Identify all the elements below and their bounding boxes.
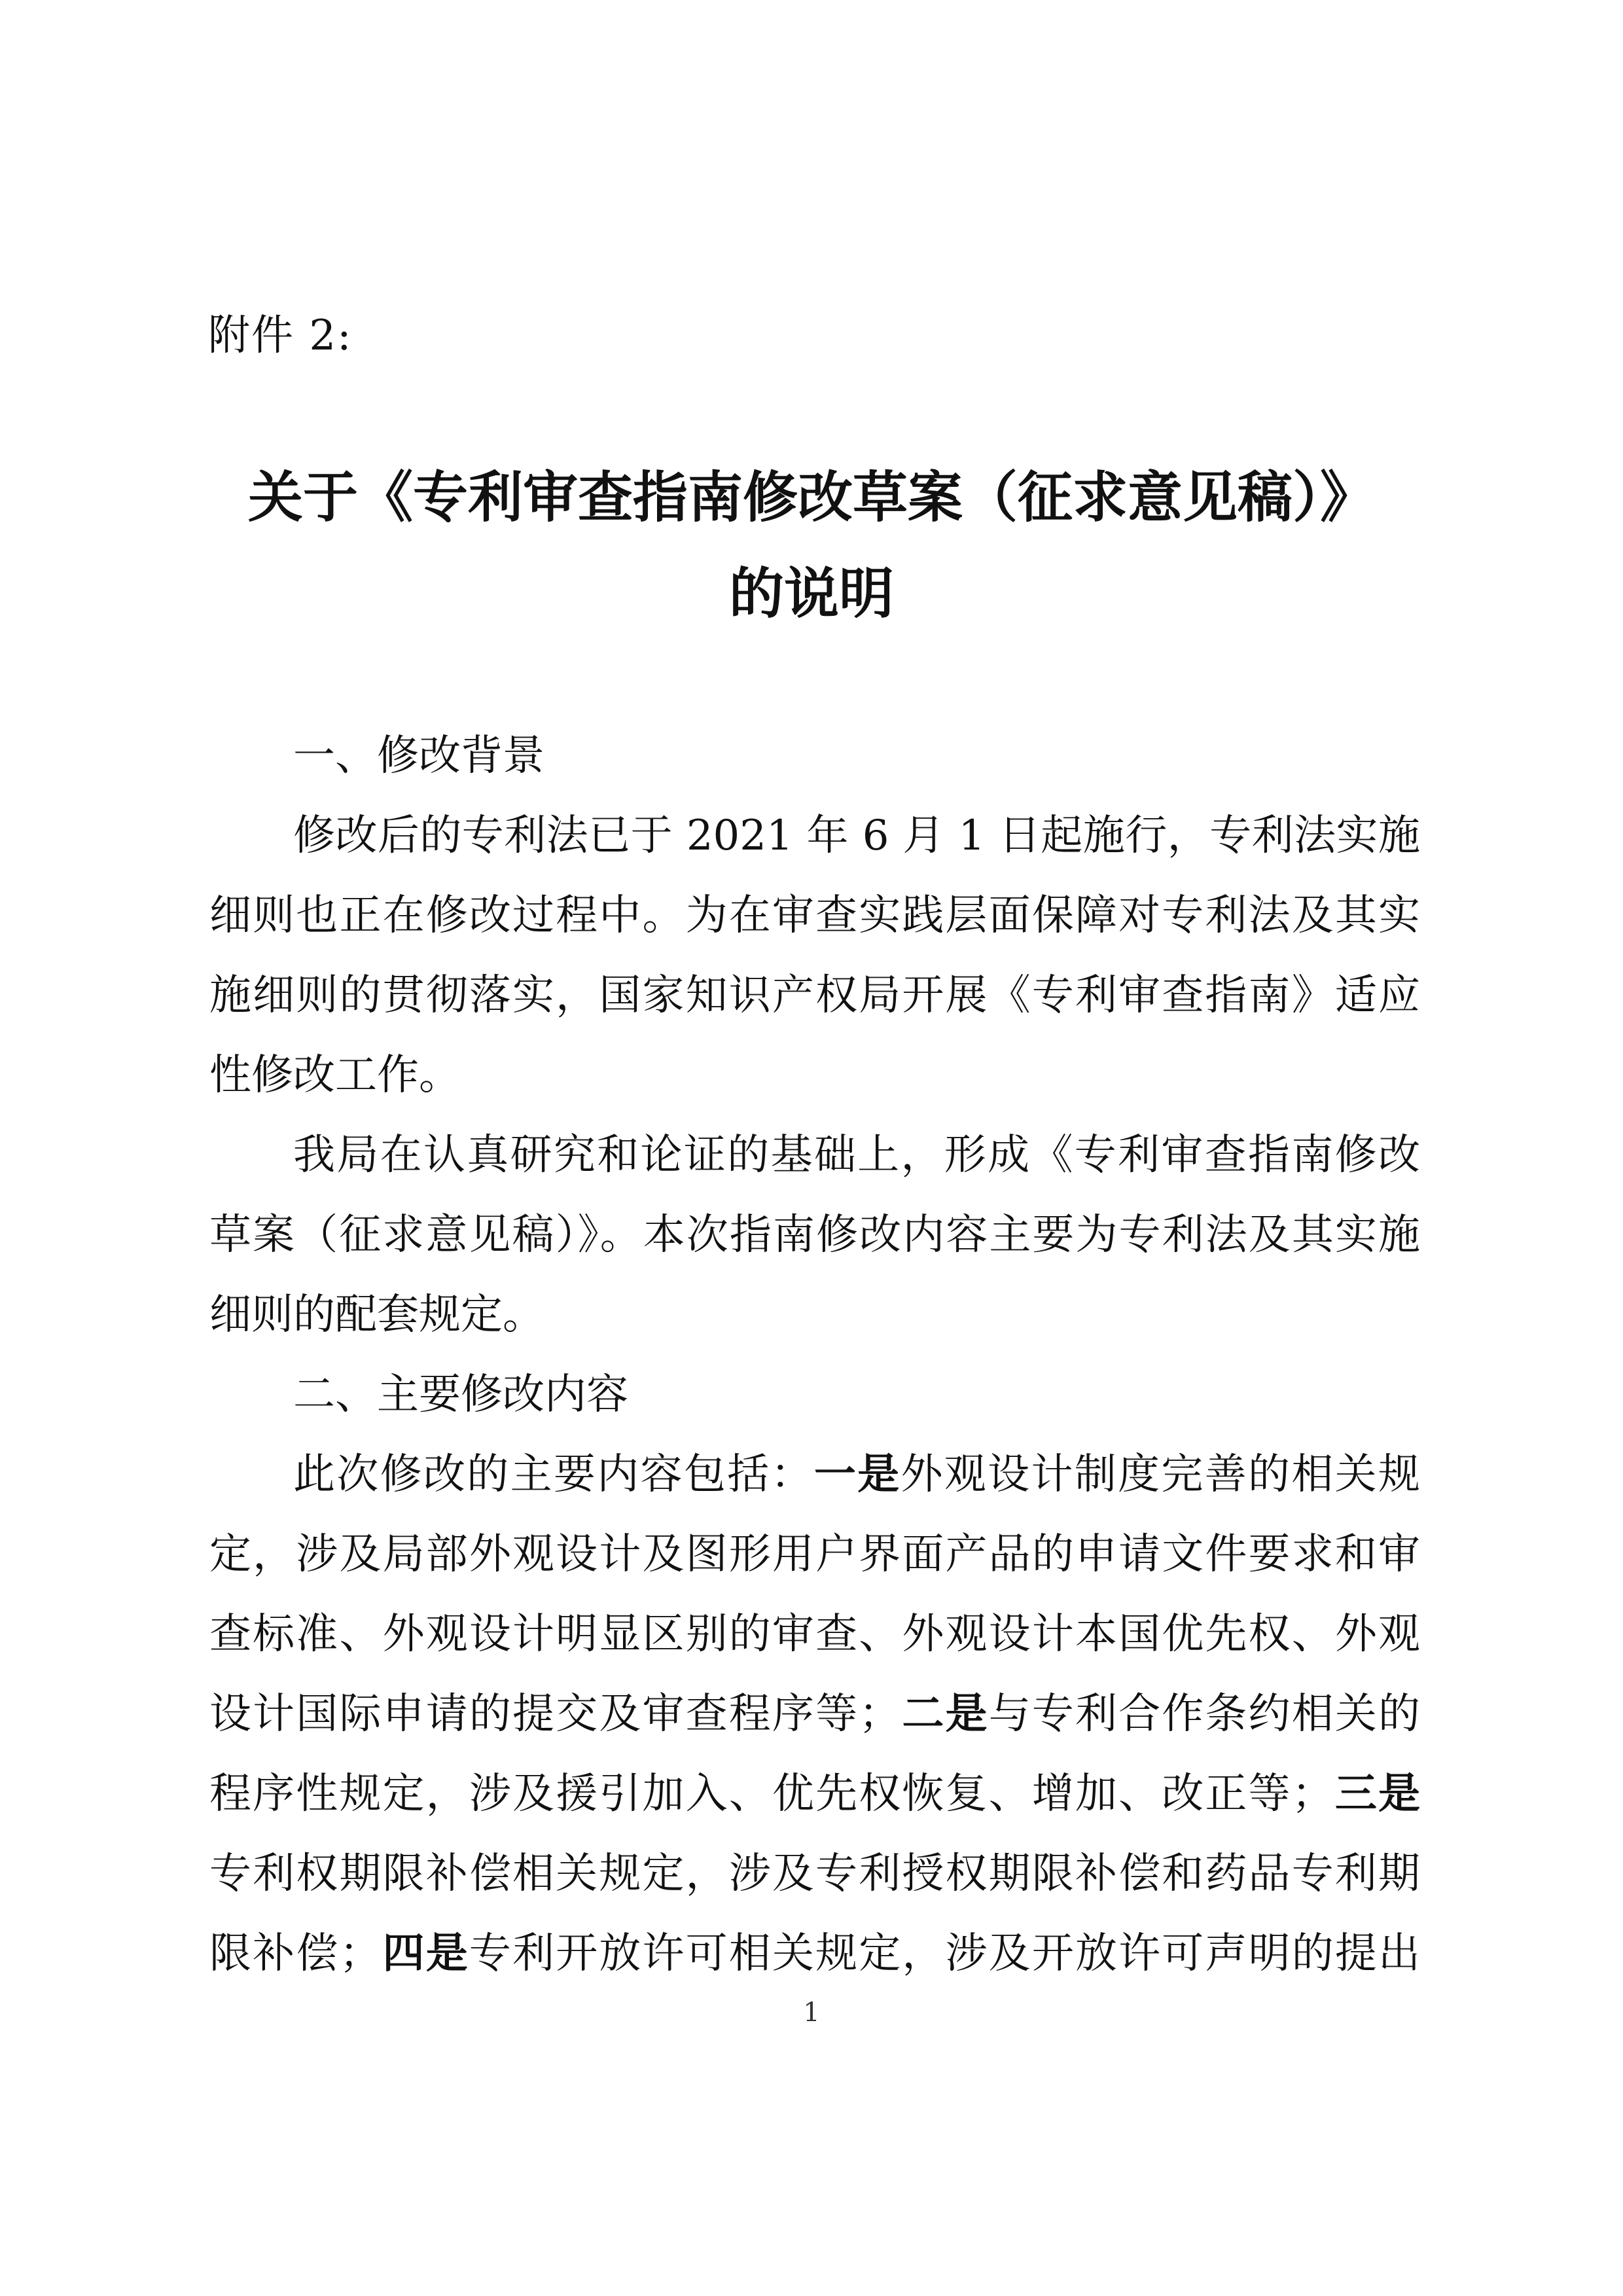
attachment-label: 附件 2: bbox=[208, 312, 353, 360]
paragraph-line: 修改后的专利法已于 2021 年 6 月 1 日起施行，专利法实施 bbox=[293, 812, 1420, 860]
paragraph-line bbox=[293, 1445, 1420, 1504]
emphasis-second: 二是 bbox=[901, 1690, 989, 1738]
text-run: 此次修改的主要内容包括： bbox=[293, 1450, 814, 1499]
paragraph-line: 性修改工作。 bbox=[209, 1051, 461, 1100]
page-number: 1 bbox=[803, 1998, 820, 2028]
paragraph-line: 定，涉及局部外观设计及图形用户界面产品的申请文件要求和审 bbox=[209, 1530, 1420, 1579]
text-run: 与专利合作条约相关的 bbox=[988, 1690, 1421, 1738]
text-run: 设计国际申请的提交及审查程序等； bbox=[209, 1690, 901, 1738]
document-title-line-1: 关于《专利审查指南修改草案（征求意见稿）》 bbox=[247, 465, 1375, 529]
paragraph-line: 专利权期限补偿相关规定，涉及专利授权期限补偿和药品专利期 bbox=[209, 1850, 1420, 1898]
text-run: 专利开放许可相关规定，涉及开放许可声明的提出 bbox=[469, 1929, 1421, 1978]
emphasis-first: 一是 bbox=[813, 1450, 901, 1499]
text-run: 程序性规定，涉及援引加入、优先权恢复、增加、改正等； bbox=[209, 1770, 1334, 1818]
document-title-line-2: 的说明 bbox=[728, 562, 894, 626]
paragraph-line: 施细则的贯彻落实，国家知识产权局开展《专利审查指南》适应 bbox=[209, 971, 1420, 1020]
emphasis-fourth: 四是 bbox=[381, 1929, 469, 1978]
paragraph-line bbox=[209, 1924, 1420, 1983]
paragraph-line bbox=[209, 1685, 1420, 1744]
text-run: 外观设计制度完善的相关规 bbox=[901, 1450, 1421, 1499]
paragraph-line: 细则也正在修改过程中。为在审查实践层面保障对专利法及其实 bbox=[209, 891, 1420, 940]
emphasis-third: 三是 bbox=[1333, 1770, 1420, 1818]
section-heading-main-changes: 二、主要修改内容 bbox=[293, 1371, 628, 1419]
text-run: 限补偿； bbox=[209, 1929, 382, 1978]
paragraph-line: 草案（征求意见稿）》。本次指南修改内容主要为专利法及其实施 bbox=[209, 1211, 1420, 1259]
section-heading-background: 一、修改背景 bbox=[293, 732, 544, 780]
paragraph-line: 查标准、外观设计明显区别的审查、外观设计本国优先权、外观 bbox=[209, 1610, 1420, 1659]
paragraph-line: 我局在认真研究和论证的基础上，形成《专利审查指南修改 bbox=[293, 1131, 1420, 1179]
paragraph-line: 细则的配套规定。 bbox=[209, 1291, 544, 1339]
paragraph-line bbox=[209, 1765, 1420, 1823]
